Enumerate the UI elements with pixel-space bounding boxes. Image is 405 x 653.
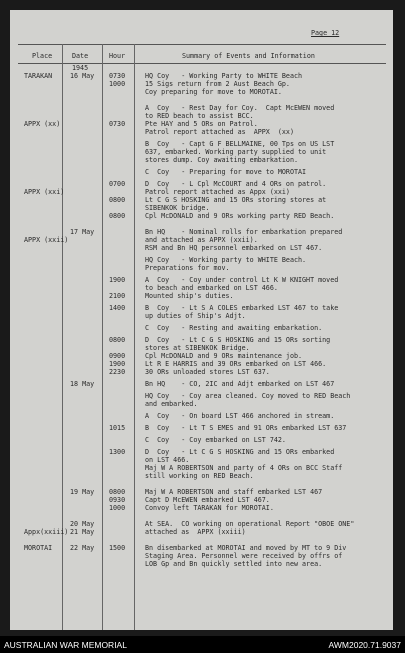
entry-text: attached as APPX (xxiii) <box>145 528 246 536</box>
entry-text: Cpl McDONALD and 9 ORs working party RED Beach. <box>145 212 335 220</box>
entry-hour: 0730 <box>109 120 126 128</box>
entry-text: HQ Coy - Working Party to WHITE Beach <box>145 72 303 80</box>
document-page <box>10 10 393 630</box>
entry-place: TARAKAN <box>24 72 53 80</box>
entry-text: RSM and Bn HQ personnel embarked on LST 467. <box>145 244 323 252</box>
entry-hour: 2100 <box>109 292 126 300</box>
entry-text: on LST 466. <box>145 456 190 464</box>
entry-text: HQ Coy - Coy area cleaned. Coy moved to RED Beach <box>145 392 351 400</box>
entry-text: A Coy - Coy under control Lt K W KNIGHT moved <box>145 276 339 284</box>
entry-hour: 1900 <box>109 360 126 368</box>
entry-text: Capt D McEWEN embarked LST 467. <box>145 496 270 504</box>
entry-text: and embarked. <box>145 400 198 408</box>
entry-text: Staging Area. Personnel were received by offrs of <box>145 552 343 560</box>
entry-text: C Coy - Coy embarked on LST 742. <box>145 436 286 444</box>
entry-text: 30 ORs unloaded stores LST 637. <box>145 368 270 376</box>
entry-date: 21 May <box>70 528 95 536</box>
entry-text: C Coy - Preparing for move to MOROTAI <box>145 168 307 176</box>
entry-place: Appx(xxiii) <box>24 528 69 536</box>
entry-hour: 0800 <box>109 336 126 344</box>
column-rule <box>62 44 63 630</box>
page-number: Page 12 <box>311 29 340 37</box>
entry-text: stores at SIBENKOK Bridge. <box>145 344 250 352</box>
entry-text: Bn HQ - Nominal rolls for embarkation prepared <box>145 228 343 236</box>
entry-place: APPX (xxi) <box>24 188 65 196</box>
column-rule <box>134 44 135 630</box>
entry-hour: 1400 <box>109 304 126 312</box>
entry-text: A Coy - On board LST 466 anchored in stream. <box>145 412 335 420</box>
entry-place: MOROTAI <box>24 544 53 552</box>
entry-text: Convoy left TARAKAN for MOROTAI. <box>145 504 274 512</box>
entry-hour: 1900 <box>109 276 126 284</box>
entry-hour: 0800 <box>109 196 126 204</box>
entry-text: Bn HQ - CO, 2IC and Adjt embarked on LST 467 <box>145 380 335 388</box>
entry-hour: 1000 <box>109 504 126 512</box>
entry-text: D Coy - Lt C G S HOSKING and 15 ORs embarked <box>145 448 335 456</box>
entry-date: 22 May <box>70 544 95 552</box>
entry-text: Pte HAY and 5 ORs on Patrol. <box>145 120 258 128</box>
entry-hour: 0930 <box>109 496 126 504</box>
entry-hour: 1500 <box>109 544 126 552</box>
entry-text: to RED beach to assist BCC. <box>145 112 254 120</box>
footer-accession-number: AWM2020.71.9037 <box>328 640 401 650</box>
entry-text: B Coy - Lt S A COLES embarked LST 467 to take <box>145 304 339 312</box>
entry-text: Patrol report attached as Appx (xxi) <box>145 188 290 196</box>
entry-text: Patrol report attached as APPX (xx) <box>145 128 294 136</box>
entry-text: D Coy - L Cpl McCOURT and 4 ORs on patrol. <box>145 180 327 188</box>
entry-text: to beach and embarked on LST 466. <box>145 284 278 292</box>
entry-date: 17 May <box>70 228 95 236</box>
entry-date: 20 May <box>70 520 95 528</box>
header-place: Place <box>32 52 53 60</box>
entry-hour: 0730 <box>109 72 126 80</box>
entry-text: LOB Gp and Bn quickly settled into new area. <box>145 560 323 568</box>
entry-hour: 1015 <box>109 424 126 432</box>
entry-text: Maj W A ROBERTSON and party of 4 ORs on BCC Staff <box>145 464 343 472</box>
entry-text: SIBENKOK bridge. <box>145 204 210 212</box>
entry-text: Lt R E HARRIS and 39 ORs embarked on LST 466. <box>145 360 327 368</box>
entry-text: stores dump. Coy awaiting embarkation. <box>145 156 298 164</box>
entry-date: 18 May <box>70 380 95 388</box>
entry-text: C Coy - Resting and awaiting embarkation. <box>145 324 323 332</box>
entry-text: B Coy - Capt G F BELLMAINE, 00 Tps on US LST <box>145 140 335 148</box>
footer-institution: AUSTRALIAN WAR MEMORIAL <box>4 640 127 650</box>
entry-hour: 0800 <box>109 212 126 220</box>
entry-hour: 1000 <box>109 80 126 88</box>
entry-text: Maj W A ROBERTSON and staff embarked LST 467 <box>145 488 323 496</box>
header-summary: Summary of Events and Information <box>182 52 315 60</box>
entry-text: HQ Coy - Working party to WHITE Beach. <box>145 256 307 264</box>
header-top-rule <box>18 44 386 45</box>
entry-text: and attached as APPX (xxii). <box>145 236 258 244</box>
entry-text: A Coy - Rest Day for Coy. Capt McEWEN moved <box>145 104 335 112</box>
entry-place: APPX (xxii) <box>24 236 69 244</box>
entry-text: Mounted ship's duties. <box>145 292 234 300</box>
entry-hour: 0900 <box>109 352 126 360</box>
entry-hour: 0700 <box>109 180 126 188</box>
entry-hour: 2230 <box>109 368 126 376</box>
entry-text: 637, embarked. Working party supplied to unit <box>145 148 327 156</box>
entry-date: 19 May <box>70 488 95 496</box>
column-rule <box>102 44 103 630</box>
header-date: Date <box>72 52 89 60</box>
entry-text: 15 Sigs return from 2 Aust Beach Gp. <box>145 80 290 88</box>
entry-text: Cpl McDONALD and 9 ORs maintenance job. <box>145 352 303 360</box>
header-hour: Hour <box>109 52 126 60</box>
entry-text: Lt C G S HOSKING and 15 ORs storing stores at <box>145 196 327 204</box>
entry-text: D Coy - Lt C G S HOSKING and 15 ORs sorting <box>145 336 331 344</box>
entry-text: Preparations for mov. <box>145 264 230 272</box>
footer-bar <box>0 636 405 653</box>
entry-text: At SEA. CO working on operational Report "OBOE ONE" <box>145 520 355 528</box>
entry-place: APPX (xx) <box>24 120 61 128</box>
year: 1945 <box>72 64 89 72</box>
entry-hour: 1300 <box>109 448 126 456</box>
entry-hour: 0800 <box>109 488 126 496</box>
entry-text: B Coy - Lt T S EMES and 91 ORs embarked LST 637 <box>145 424 347 432</box>
entry-text: up duties of Ship's Adjt. <box>145 312 246 320</box>
entry-text: Coy preparing for move to MOROTAI. <box>145 88 282 96</box>
entry-text: Bn disembarked at MOROTAI and moved by MT to 9 Div <box>145 544 347 552</box>
entry-text: still working on RED Beach. <box>145 472 254 480</box>
entry-date: 16 May <box>70 72 95 80</box>
